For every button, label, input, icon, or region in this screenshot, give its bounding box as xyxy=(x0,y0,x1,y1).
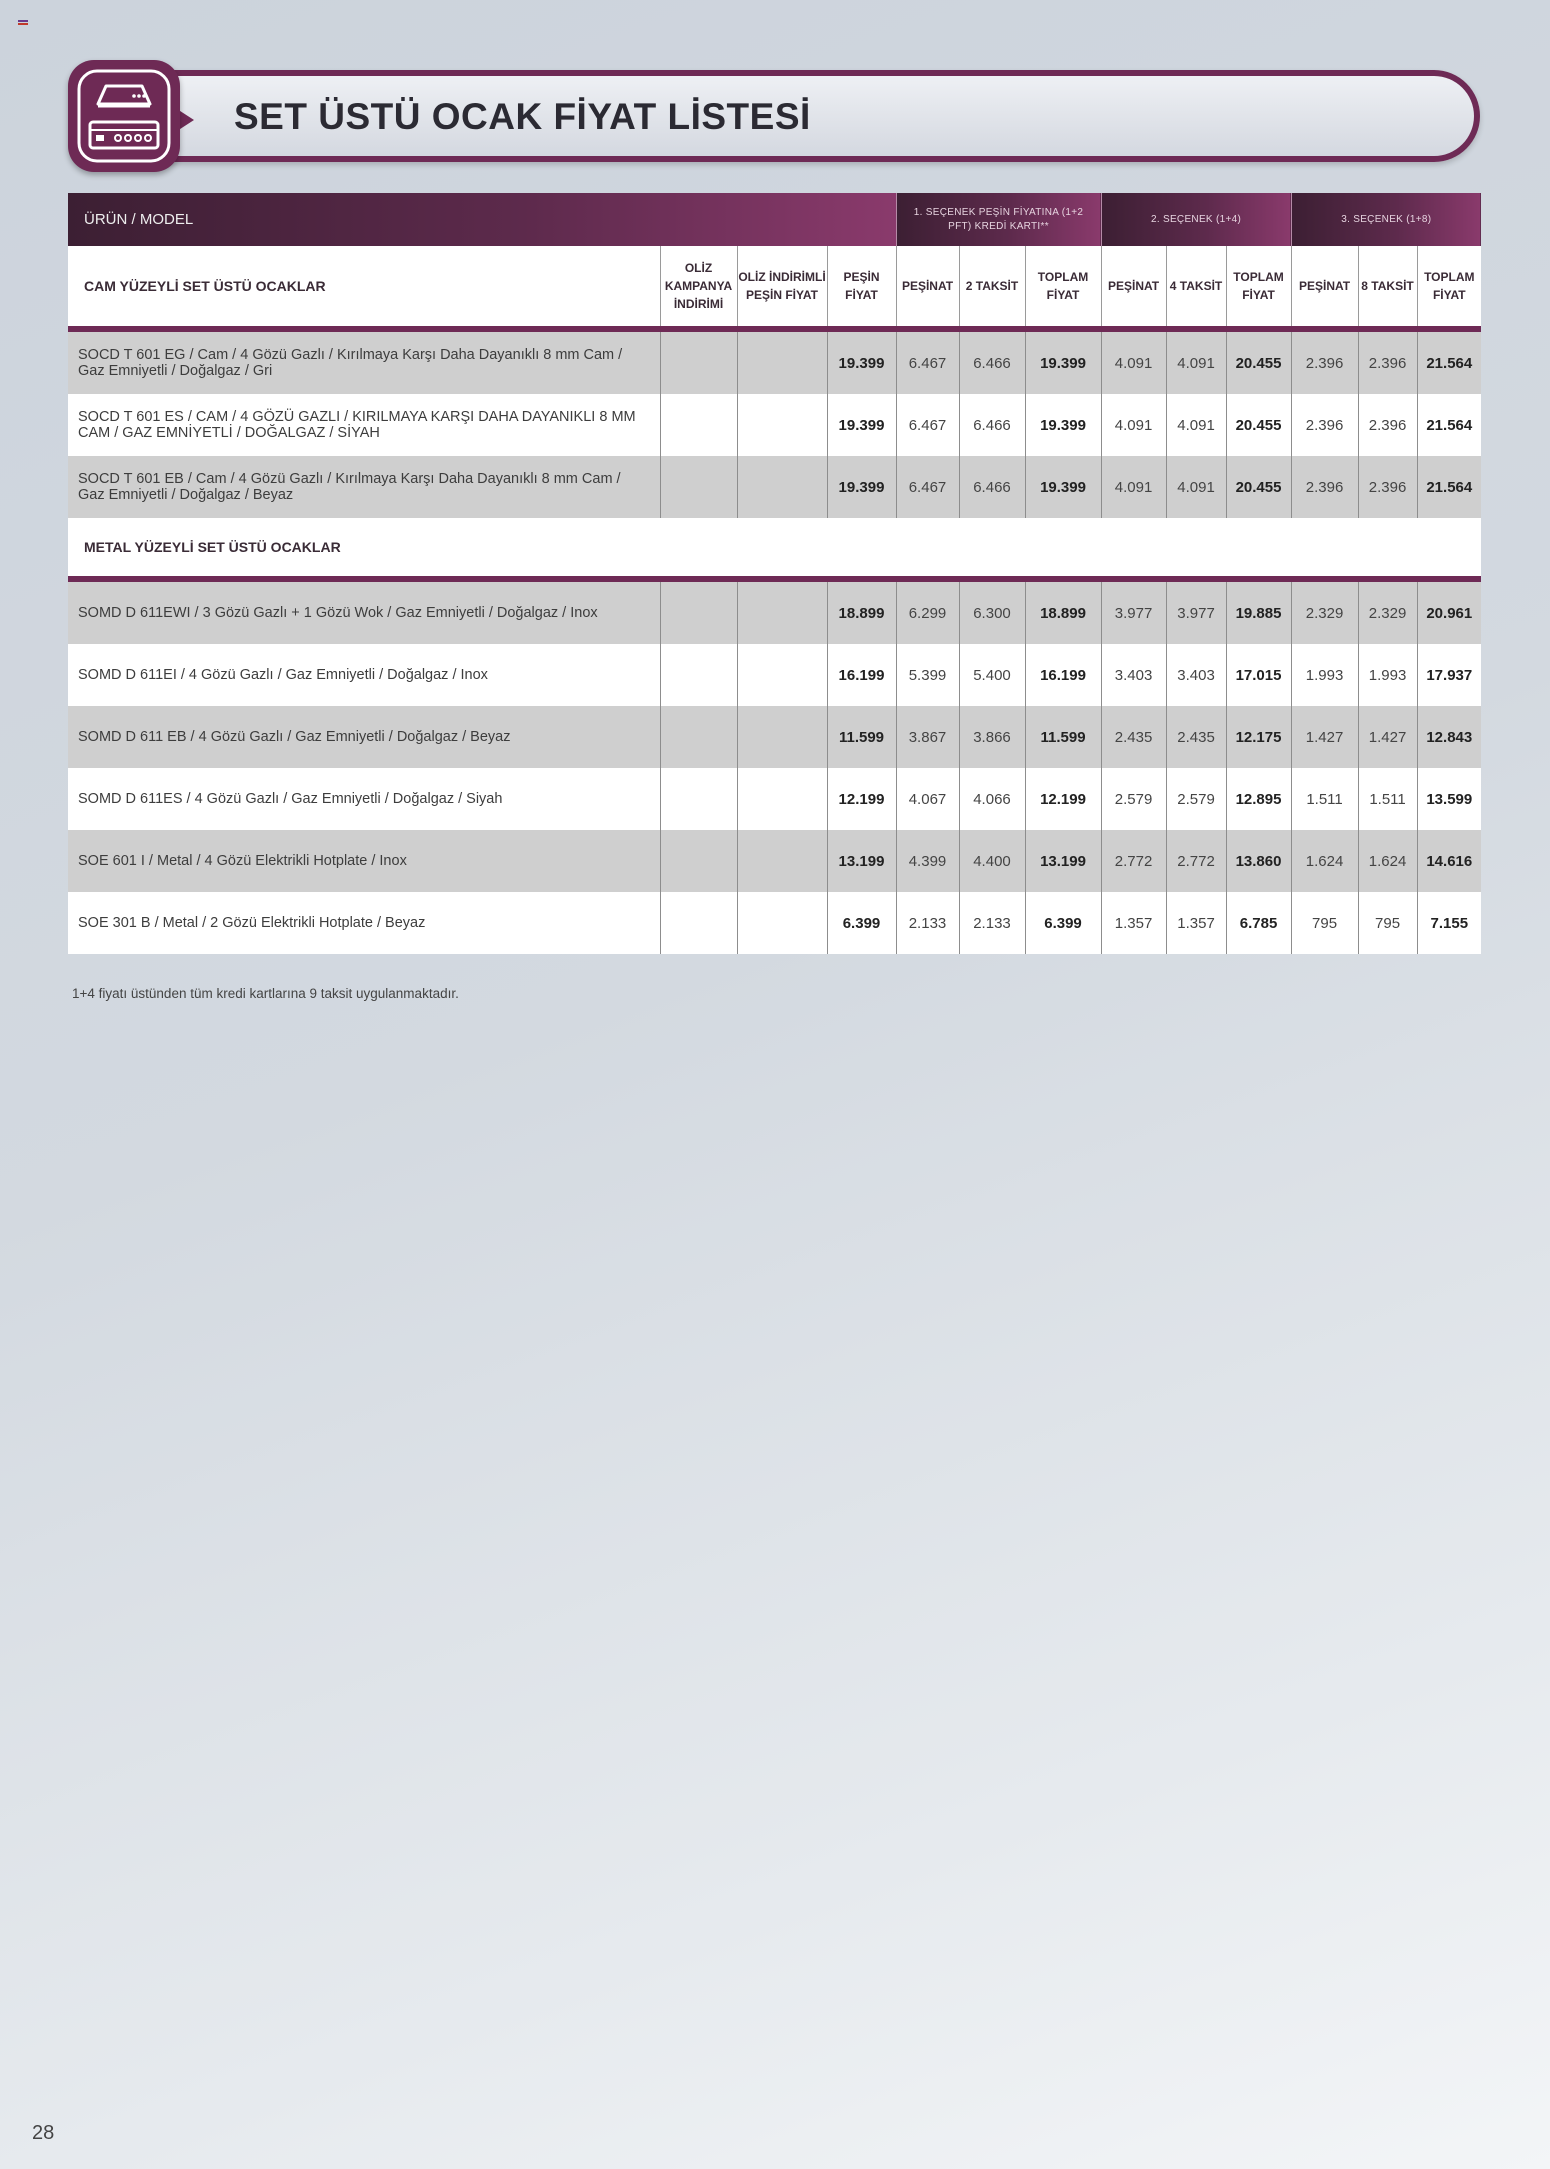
cell-o2-pesinat: 3.977 xyxy=(1101,582,1166,644)
cell-kampanya xyxy=(660,830,737,892)
col-header-indirimli: OLİZ İNDİRİMLİ PEŞİN FİYAT xyxy=(737,246,827,326)
cell-o1-pesinat: 6.299 xyxy=(896,582,959,644)
cell-o3-toplam: 13.599 xyxy=(1417,768,1481,830)
cell-o2-taksit: 2.435 xyxy=(1166,706,1226,768)
cell-kampanya xyxy=(660,892,737,954)
product-model: SOMD D 611 EB / 4 Gözü Gazlı / Gaz Emniyetli / Doğalgaz / Beyaz xyxy=(68,706,660,768)
table-row xyxy=(68,394,1481,456)
cell-o2-taksit: 4.091 xyxy=(1166,332,1226,394)
cell-o1-taksit: 6.466 xyxy=(959,456,1025,518)
cell-o3-pesinat: 2.329 xyxy=(1291,582,1358,644)
cell-o2-pesinat: 3.403 xyxy=(1101,644,1166,706)
col-header-o1-pesinat: PEŞİNAT xyxy=(896,246,959,326)
cell-o3-taksit: 1.624 xyxy=(1358,830,1417,892)
col-header-o3-taksit: 8 TAKSİT xyxy=(1358,246,1417,326)
cell-o1-toplam: 11.599 xyxy=(1025,706,1101,768)
section-header-row xyxy=(68,518,1481,576)
cell-o2-pesinat: 2.579 xyxy=(1101,768,1166,830)
cell-o1-pesinat: 3.867 xyxy=(896,706,959,768)
table-row xyxy=(68,582,1481,644)
product-model: SOE 301 B / Metal / 2 Gözü Elektrikli Hotplate / Beyaz xyxy=(68,892,660,954)
cell-o2-pesinat: 1.357 xyxy=(1101,892,1166,954)
cell-o1-toplam: 19.399 xyxy=(1025,332,1101,394)
cell-o3-taksit: 1.427 xyxy=(1358,706,1417,768)
cell-o1-pesinat: 6.467 xyxy=(896,456,959,518)
cell-o1-taksit: 2.133 xyxy=(959,892,1025,954)
cell-o3-toplam: 21.564 xyxy=(1417,332,1481,394)
table-row xyxy=(68,892,1481,954)
cell-o2-pesinat: 2.772 xyxy=(1101,830,1166,892)
cell-pesin-fiyat: 19.399 xyxy=(827,332,896,394)
cell-pesin-fiyat: 12.199 xyxy=(827,768,896,830)
title-banner xyxy=(160,70,1480,162)
cell-indirimli xyxy=(737,644,827,706)
cell-o3-toplam: 7.155 xyxy=(1417,892,1481,954)
cell-o3-toplam: 17.937 xyxy=(1417,644,1481,706)
cell-o3-pesinat: 2.396 xyxy=(1291,456,1358,518)
page-number: 28 xyxy=(32,2122,55,2144)
cell-kampanya xyxy=(660,332,737,394)
cell-indirimli xyxy=(737,892,827,954)
table-row xyxy=(68,456,1481,518)
cell-o1-pesinat: 4.399 xyxy=(896,830,959,892)
cell-o3-toplam: 21.564 xyxy=(1417,456,1481,518)
table-header-top xyxy=(68,193,1481,246)
cell-kampanya xyxy=(660,644,737,706)
corner-mark xyxy=(18,20,28,26)
cell-o3-taksit: 2.396 xyxy=(1358,332,1417,394)
product-model: SOMD D 611EWI / 3 Gözü Gazlı + 1 Gözü Wok / Gaz Emniyetli / Doğalgaz / Inox xyxy=(68,582,660,644)
cell-o3-pesinat: 795 xyxy=(1291,892,1358,954)
product-model: SOMD D 611EI / 4 Gözü Gazlı / Gaz Emniyetli / Doğalgaz / Inox xyxy=(68,644,660,706)
cell-o3-toplam: 14.616 xyxy=(1417,830,1481,892)
cell-o1-toplam: 6.399 xyxy=(1025,892,1101,954)
cooker-hood-stove-icon xyxy=(68,60,180,172)
col-header-o1-taksit: 2 TAKSİT xyxy=(959,246,1025,326)
cell-o1-pesinat: 6.467 xyxy=(896,394,959,456)
cell-o1-taksit: 5.400 xyxy=(959,644,1025,706)
cell-o2-pesinat: 2.435 xyxy=(1101,706,1166,768)
cell-indirimli xyxy=(737,332,827,394)
price-table xyxy=(68,193,1481,954)
cell-o3-pesinat: 2.396 xyxy=(1291,394,1358,456)
cell-o1-pesinat: 4.067 xyxy=(896,768,959,830)
cell-kampanya xyxy=(660,706,737,768)
cell-o3-pesinat: 2.396 xyxy=(1291,332,1358,394)
cell-indirimli xyxy=(737,706,827,768)
cell-indirimli xyxy=(737,830,827,892)
page-title: SET ÜSTÜ OCAK FİYAT LİSTESİ xyxy=(234,96,811,137)
model-header: ÜRÜN / MODEL xyxy=(68,193,896,246)
col-header-o3-toplam: TOPLAM FİYAT xyxy=(1417,246,1481,326)
cell-pesin-fiyat: 19.399 xyxy=(827,394,896,456)
cell-o3-taksit: 2.329 xyxy=(1358,582,1417,644)
cell-o2-taksit: 3.403 xyxy=(1166,644,1226,706)
cell-indirimli xyxy=(737,582,827,644)
cell-o2-pesinat: 4.091 xyxy=(1101,456,1166,518)
cell-o2-toplam: 17.015 xyxy=(1226,644,1291,706)
cell-o3-pesinat: 1.993 xyxy=(1291,644,1358,706)
cell-o1-toplam: 19.399 xyxy=(1025,456,1101,518)
cell-indirimli xyxy=(737,394,827,456)
cell-pesin-fiyat: 16.199 xyxy=(827,644,896,706)
cell-o2-toplam: 20.455 xyxy=(1226,394,1291,456)
cell-o1-pesinat: 6.467 xyxy=(896,332,959,394)
cell-o2-toplam: 20.455 xyxy=(1226,332,1291,394)
cell-pesin-fiyat: 18.899 xyxy=(827,582,896,644)
table-row xyxy=(68,706,1481,768)
section-title-metal: METAL YÜZEYLİ SET ÜSTÜ OCAKLAR xyxy=(68,518,1481,576)
table-row xyxy=(68,332,1481,394)
cell-indirimli xyxy=(737,768,827,830)
cell-o1-taksit: 3.866 xyxy=(959,706,1025,768)
cell-o2-toplam: 13.860 xyxy=(1226,830,1291,892)
cell-o3-taksit: 2.396 xyxy=(1358,394,1417,456)
table-header-columns xyxy=(68,246,1481,326)
cell-o2-taksit: 2.772 xyxy=(1166,830,1226,892)
cell-o2-taksit: 2.579 xyxy=(1166,768,1226,830)
cell-o1-taksit: 6.300 xyxy=(959,582,1025,644)
cell-o2-toplam: 12.895 xyxy=(1226,768,1291,830)
col-header-kampanya: OLİZ KAMPANYA İNDİRİMİ xyxy=(660,246,737,326)
cell-o1-toplam: 12.199 xyxy=(1025,768,1101,830)
cell-kampanya xyxy=(660,768,737,830)
cell-o1-toplam: 18.899 xyxy=(1025,582,1101,644)
cell-o3-pesinat: 1.427 xyxy=(1291,706,1358,768)
cell-o1-toplam: 13.199 xyxy=(1025,830,1101,892)
cell-o1-taksit: 4.400 xyxy=(959,830,1025,892)
cell-o1-toplam: 19.399 xyxy=(1025,394,1101,456)
cell-o1-pesinat: 2.133 xyxy=(896,892,959,954)
cell-o2-pesinat: 4.091 xyxy=(1101,394,1166,456)
cell-pesin-fiyat: 13.199 xyxy=(827,830,896,892)
cell-o2-taksit: 4.091 xyxy=(1166,394,1226,456)
cell-indirimli xyxy=(737,456,827,518)
cell-o1-taksit: 6.466 xyxy=(959,332,1025,394)
cell-kampanya xyxy=(660,582,737,644)
table-row xyxy=(68,768,1481,830)
option-2-header: 2. SEÇENEK (1+4) xyxy=(1101,193,1291,246)
cell-o2-toplam: 19.885 xyxy=(1226,582,1291,644)
cell-o3-taksit: 795 xyxy=(1358,892,1417,954)
cell-o2-toplam: 6.785 xyxy=(1226,892,1291,954)
cell-o3-taksit: 1.993 xyxy=(1358,644,1417,706)
product-model: SOMD D 611ES / 4 Gözü Gazlı / Gaz Emniyetli / Doğalgaz / Siyah xyxy=(68,768,660,830)
cell-o3-toplam: 12.843 xyxy=(1417,706,1481,768)
col-header-o2-taksit: 4 TAKSİT xyxy=(1166,246,1226,326)
cell-pesin-fiyat: 19.399 xyxy=(827,456,896,518)
cell-kampanya xyxy=(660,456,737,518)
product-model: SOCD T 601 ES / CAM / 4 GÖZÜ GAZLI / KIRILMAYA KARŞI DAHA DAYANIKLI 8 MM CAM / GAZ EMNİYETLİ / DOĞALGAZ / SİYAH xyxy=(68,394,660,456)
cell-pesin-fiyat: 6.399 xyxy=(827,892,896,954)
cell-o2-taksit: 1.357 xyxy=(1166,892,1226,954)
cell-o3-toplam: 21.564 xyxy=(1417,394,1481,456)
cell-o2-taksit: 3.977 xyxy=(1166,582,1226,644)
cell-o2-pesinat: 4.091 xyxy=(1101,332,1166,394)
cell-o3-taksit: 1.511 xyxy=(1358,768,1417,830)
cell-o1-taksit: 4.066 xyxy=(959,768,1025,830)
table-row xyxy=(68,830,1481,892)
product-model: SOCD T 601 EB / Cam / 4 Gözü Gazlı / Kırılmaya Karşı Daha Dayanıklı 8 mm Cam / Gaz Emniyetli / Doğalgaz / Beyaz xyxy=(68,456,660,518)
product-model: SOCD T 601 EG / Cam / 4 Gözü Gazlı / Kırılmaya Karşı Daha Dayanıklı 8 mm Cam / Gaz Emniyetli / Doğalgaz / Gri xyxy=(68,332,660,394)
table-row xyxy=(68,644,1481,706)
cell-o2-taksit: 4.091 xyxy=(1166,456,1226,518)
cell-o3-taksit: 2.396 xyxy=(1358,456,1417,518)
cell-o1-pesinat: 5.399 xyxy=(896,644,959,706)
cell-o2-toplam: 20.455 xyxy=(1226,456,1291,518)
col-header-o1-toplam: TOPLAM FİYAT xyxy=(1025,246,1101,326)
cell-kampanya xyxy=(660,394,737,456)
col-header-pesin-fiyat: PEŞİN FİYAT xyxy=(827,246,896,326)
col-header-o3-pesinat: PEŞİNAT xyxy=(1291,246,1358,326)
cell-o3-pesinat: 1.511 xyxy=(1291,768,1358,830)
option-3-header: 3. SEÇENEK (1+8) xyxy=(1291,193,1481,246)
cell-o2-toplam: 12.175 xyxy=(1226,706,1291,768)
cell-o3-pesinat: 1.624 xyxy=(1291,830,1358,892)
cell-o1-taksit: 6.466 xyxy=(959,394,1025,456)
col-header-o2-pesinat: PEŞİNAT xyxy=(1101,246,1166,326)
cell-o3-toplam: 20.961 xyxy=(1417,582,1481,644)
footnote: 1+4 fiyatı üstünden tüm kredi kartlarına 9 taksit uygulanmaktadır. xyxy=(72,986,459,1001)
product-model: SOE 601 I / Metal / 4 Gözü Elektrikli Hotplate / Inox xyxy=(68,830,660,892)
cell-o1-toplam: 16.199 xyxy=(1025,644,1101,706)
option-1-header: 1. SEÇENEK PEŞİN FİYATINA (1+2 PFT) KREDİ KARTI** xyxy=(896,193,1101,246)
cell-pesin-fiyat: 11.599 xyxy=(827,706,896,768)
col-header-o2-toplam: TOPLAM FİYAT xyxy=(1226,246,1291,326)
section-title-cam: CAM YÜZEYLİ SET ÜSTÜ OCAKLAR xyxy=(68,246,660,326)
